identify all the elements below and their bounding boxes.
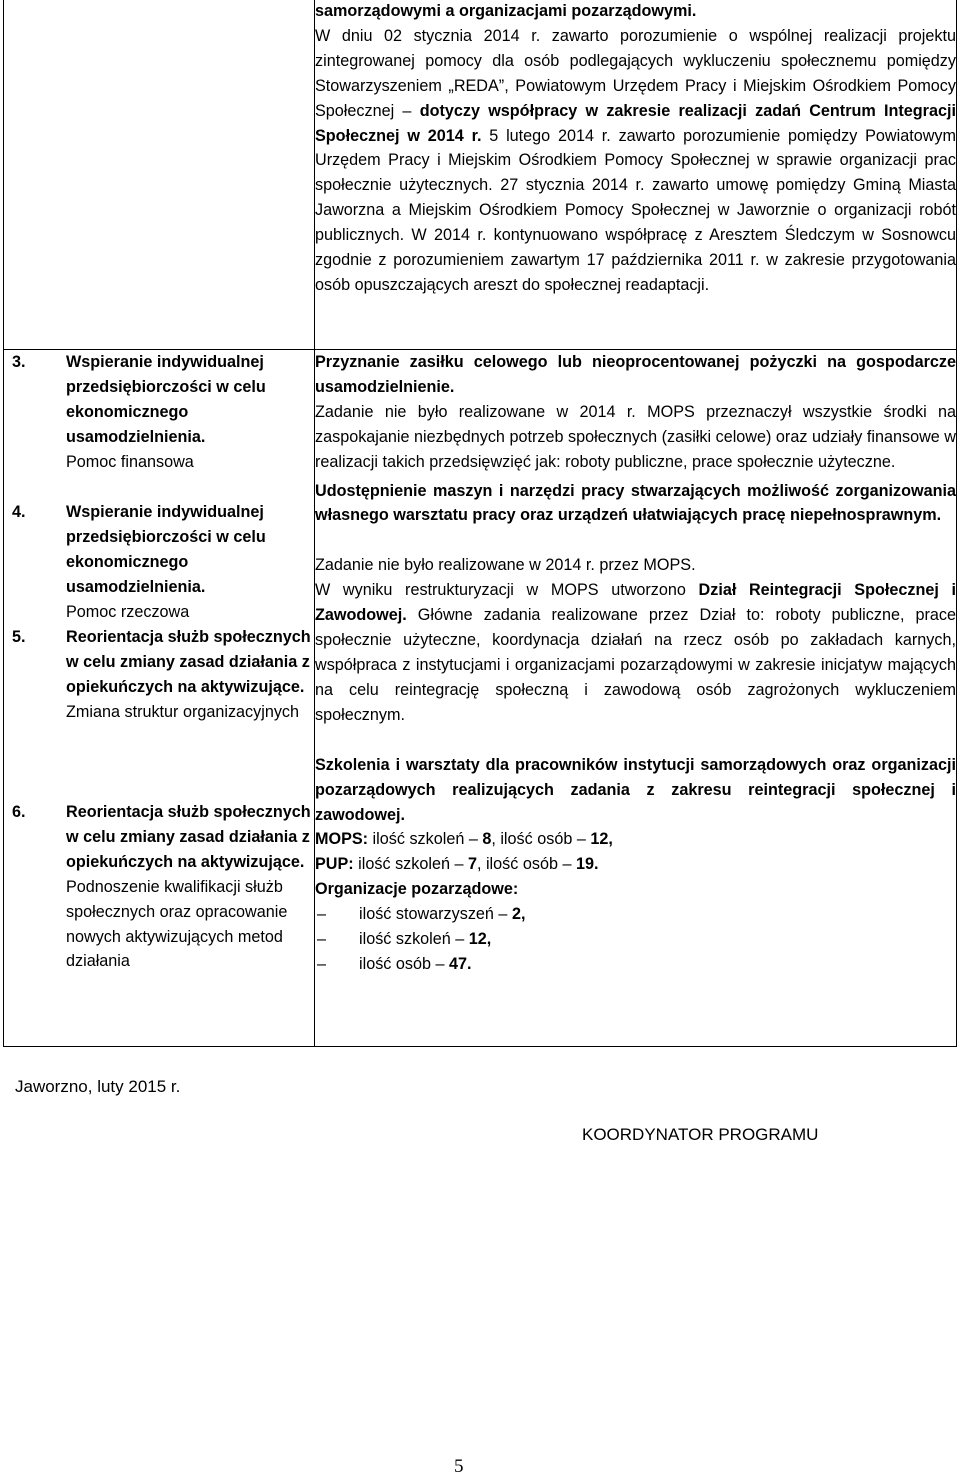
org-item-value: 12, (468, 930, 492, 949)
item-subtitle: Zmiana struktur organizacyjnych (66, 702, 300, 721)
r5-post: Główne zadania realizowane przez Dział to: roboty publiczne, prace społecznie użyteczne, koordynacja działań na rzecz osób po zakładach karnych, współpraca z instytucjami i organizacjami pozarządowymi w zakresie inicjatyw mających na celu reintegrację społeczną i zawodową osób zagrożonych wykluczeniem społecznym. (315, 606, 956, 724)
list-item (315, 902, 956, 927)
mops-label: MOPS: (315, 830, 369, 849)
item-subtitle: Podnoszenie kwalifikacji służb społecznych oraz opracowanie nowych aktywizujących metod działania (66, 877, 288, 971)
left-cell-empty (4, 0, 315, 350)
r5-body (315, 578, 956, 727)
pup-text-1: ilość szkoleń – (353, 855, 468, 874)
org-item-value: 47. (448, 954, 472, 973)
pup-value-2: 19. (575, 855, 599, 874)
pup-value-1: 7 (467, 855, 477, 874)
list-item (4, 350, 314, 500)
item-number: 3. (12, 353, 26, 371)
item-subtitle: Pomoc finansowa (66, 452, 194, 471)
dash-bullet: – (317, 930, 327, 949)
r4-bold: Udostępnienie maszyn i narzędzi pracy stwarzających możliwość zorganizowania własnego warsztatu pracy oraz urządzeń ułatwiających pracę niepełnosprawnym. (315, 481, 956, 525)
cooperation-text-2: 5 lutego 2014 r. zawarto porozumienie pomiędzy Powiatowym Urzędem Pracy i Miejskim Ośrodkiem Pomocy Społecznej w sprawie organizacji prac społecznie użytecznych. 27 stycznia 2014 r. zawarto umowę pomiędzy Gminą Miasta Jaworzna a Miejskim Ośrodkiem Pomocy Społecznej w Jaworznie o organizacji robót publicznych. W 2014 r. kontynuowano współpracę z Aresztem Śledczym w Sosnowcu zgodnie z porozumieniem zawartym 17 października 2011 r. w zakresie przygotowania osób opuszczających areszt do społecznej readaptacji. (315, 126, 956, 294)
r6-heading (315, 753, 956, 828)
list-item (4, 800, 314, 1046)
mops-value-1: 8 (482, 830, 492, 849)
list-item (4, 625, 314, 800)
right-cell-items (315, 350, 957, 1047)
coordinator-label: KOORDYNATOR PROGRAMU (582, 1125, 819, 1144)
report-table (3, 0, 957, 1047)
item-title: Wspieranie indywidualnej przedsiębiorczości w celu ekonomicznego usamodzielnienia. (66, 353, 266, 446)
item-number: 5. (12, 628, 26, 646)
org-item-text: ilość osób – (359, 954, 449, 973)
item-number: 4. (12, 503, 26, 521)
r5-bold: Dział Reintegracji Społecznej i Zawodowej. (315, 581, 956, 625)
cooperation-bold-text: dotyczy współpracy w zakresie realizacji zadań Centrum Integracji Społecznej w 2014 r. (315, 101, 956, 145)
r5-pre: W wyniku restrukturyzacji w MOPS utworzono (315, 581, 699, 600)
org-item-value: 2, (511, 905, 526, 924)
org-label-text: Organizacje pozarządowe: (315, 880, 519, 899)
place-date: Jaworzno, luty 2015 r. (15, 1077, 181, 1096)
r4-heading (315, 479, 956, 529)
r4-body: Zadanie nie było realizowane w 2014 r. przez MOPS. (315, 556, 696, 575)
dash-bullet: – (317, 905, 327, 924)
table-row (4, 0, 957, 350)
r3-bold: Przyznanie zasiłku celowego lub nieoprocentowanej pożyczki na gospodarcze usamodzielnienie. (315, 353, 956, 396)
list-item (4, 500, 314, 625)
right-cell-cooperation (315, 0, 957, 350)
item-title: Reorientacja służb społecznych w celu zmiany zasad działania z opiekuńczych na aktywizujące. (66, 628, 311, 696)
org-item-text: ilość stowarzyszeń – (359, 905, 512, 924)
item-title: Reorientacja służb społecznych w celu zmiany zasad działania z opiekuńczych na aktywizujące. (66, 803, 311, 871)
table-row (4, 350, 957, 1047)
dash-bullet: – (317, 954, 327, 973)
mops-text-1: ilość szkoleń – (368, 830, 483, 849)
pup-line (315, 852, 956, 877)
item-number: 6. (12, 803, 26, 821)
r3-body: Zadanie nie było realizowane w 2014 r. MOPS przeznaczył wszystkie środki na zaspokajanie niezbędnych potrzeb społecznych (zasiłki celowe) oraz udziały finansowe w realizacji takich przedsięwzięć jak: roboty publiczne, prace społecznie użyteczne. (315, 402, 956, 471)
org-label (315, 877, 956, 902)
list-item (315, 952, 956, 977)
mops-text-2: , ilość osób – (491, 830, 591, 849)
item-subtitle: Pomoc rzeczowa (66, 602, 190, 621)
mops-value-2: 12, (590, 830, 613, 849)
page-number: 5 (454, 1456, 464, 1477)
r3-heading (315, 350, 956, 400)
item-title: Wspieranie indywidualnej przedsiębiorczości w celu ekonomicznego usamodzielnienia. (66, 503, 266, 596)
cooperation-heading-tail: samorządowymi a organizacjami pozarządowymi. (315, 2, 697, 20)
list-item (315, 927, 956, 952)
pup-label: PUP: (315, 855, 354, 874)
mops-line (315, 827, 956, 852)
cooperation-text: W dniu 02 stycznia 2014 r. zawarto porozumienie o wspólnej realizacji projektu zintegrowanej pomocy dla osób podlegających wykluczeniu społecznemu pomiędzy Stowarzyszeniem „REDA”, Powiatowym Urzędem Pracy i Miejskim Ośrodkiem Pomocy Społecznej – (315, 26, 956, 120)
pup-text-2: , ilość osób – (476, 855, 576, 874)
r6-bold: Szkolenia i warsztaty dla pracowników instytucji samorządowych oraz organizacji pozarządowych realizujących zadania z zakresu reintegracji społecznej i zawodowej. (315, 755, 956, 824)
org-item-text: ilość szkoleń – (359, 930, 469, 949)
left-cell-items (4, 350, 315, 1047)
